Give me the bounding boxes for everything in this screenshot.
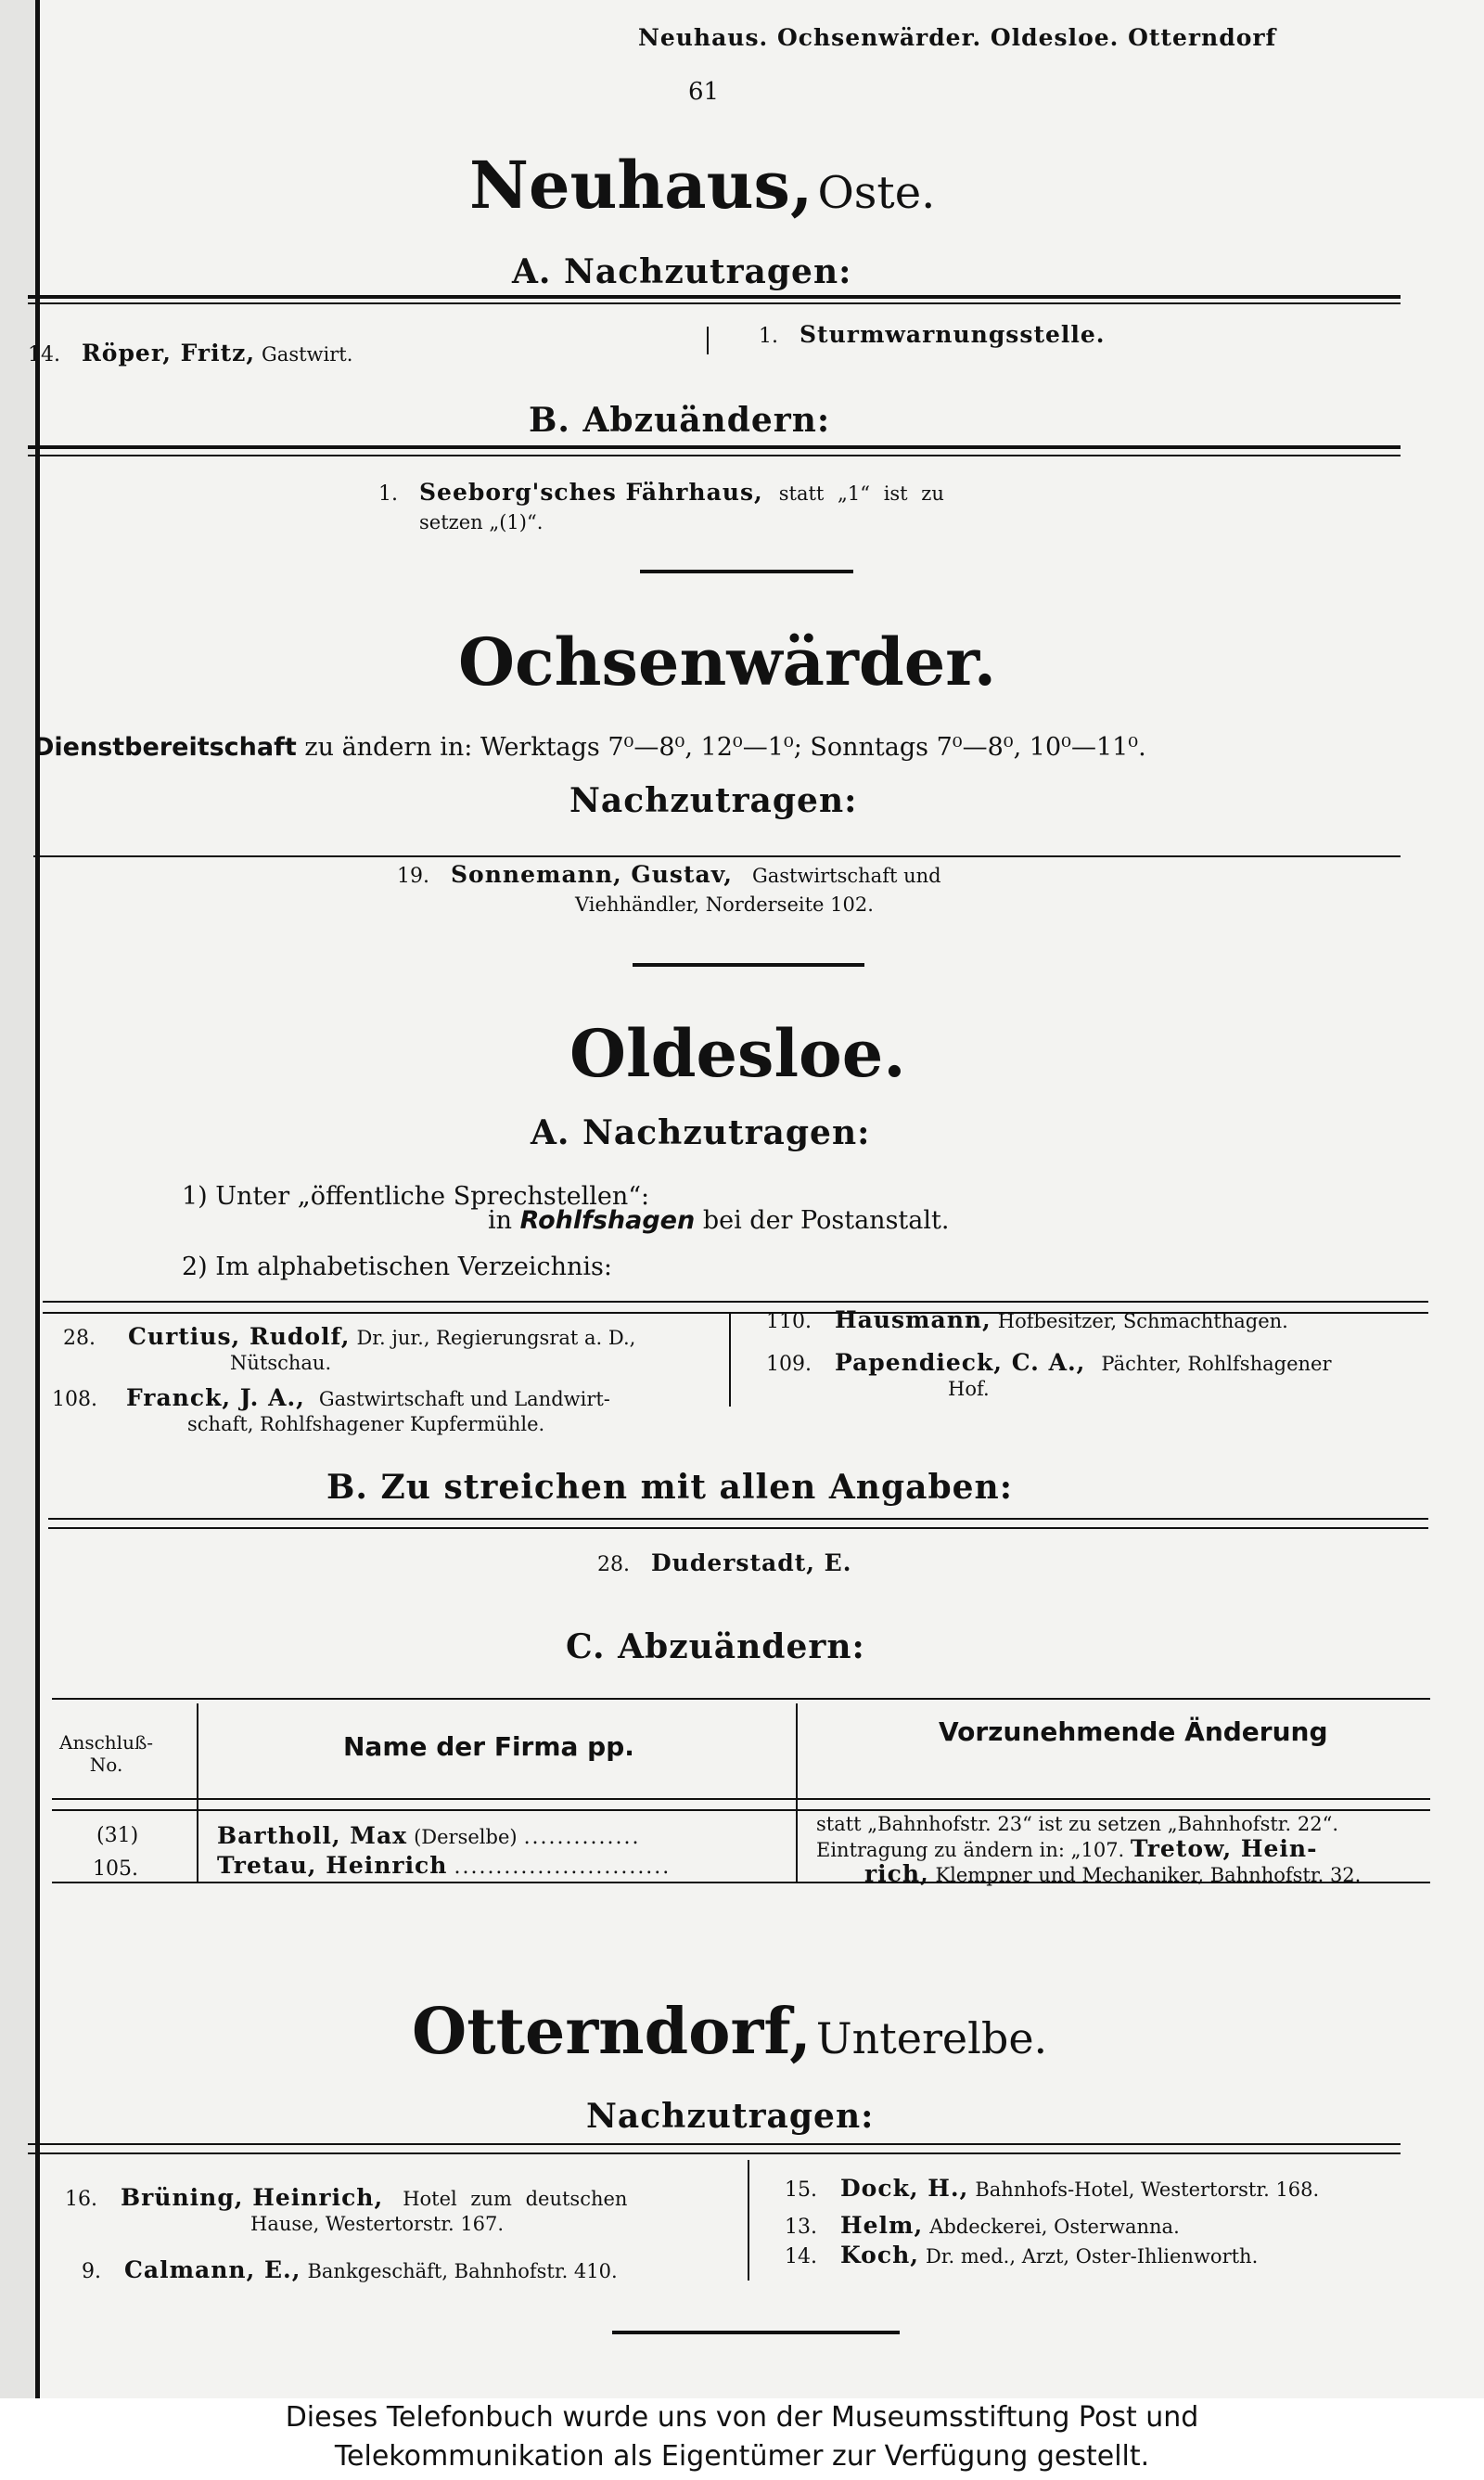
footer-line: Telekommunikation als Eigentümer zur Verfügung gestellt. [334,2440,1150,2473]
page-number: 61 [688,78,720,106]
change-text: Klempner und Mechaniker, Bahnhofstr. 32. [935,1864,1362,1886]
neuhaus-section-a: A. Nachzutragen: [512,252,852,291]
entry-number: 19. [397,865,429,888]
change-text: Eintragung zu ändern in: „107. [816,1839,1125,1861]
entry-detail: Hofbesitzer, Schmachthagen. [997,1310,1288,1332]
divider [28,295,1401,299]
neuhaus-heading [469,147,935,224]
otterndorf-title: Otterndorf, [412,1995,812,2069]
entry-name: Röper, Fritz, [82,340,256,366]
entry-detail: schaft, Rohlfshagener Kupfermühle. [187,1413,545,1435]
list-item [63,1325,635,1375]
entry-number: 13. [785,2216,817,2239]
list-item [52,1386,610,1436]
entry-name: Curtius, Rudolf, [128,1323,351,1350]
column-header: Anschluß- [59,1731,154,1754]
table-cell-number: (31) [96,1824,139,1847]
entry-detail: Abdeckerei, Osterwanna. [929,2216,1180,2238]
table-cell-change [816,1837,1361,1887]
firm-name: rich, [864,1860,929,1887]
list-item [28,340,352,366]
entry-name: Franck, J. A., [125,1384,305,1411]
oldesloe-title: Oldesloe. [569,1015,906,1092]
running-title: Neuhaus. Ochsenwärder. Oldesloe. Otterndorf [638,24,1277,51]
list-item [397,861,941,919]
oldesloe-section-b: B. Zu streichen mit allen Angaben: [326,1468,1013,1507]
list-item [597,1549,851,1576]
divider [48,1527,1428,1529]
entry-name: Brüning, Heinrich, [121,2184,384,2211]
table-top-rule [52,1698,1430,1700]
list-item [785,2175,1319,2202]
neuhaus-section-b: B. Abzuändern: [529,401,831,440]
list-item [785,2212,1180,2239]
table-header-rule [52,1809,1430,1811]
neuhaus-subtitle: Oste. [817,167,936,219]
table-header-aenderung: Vorzunehmende Änderung [939,1716,1328,1747]
section-separator [640,570,853,573]
table-column-divider [796,1703,798,1882]
entry-name: Sonnemann, Gustav, [451,861,733,888]
footer-credit [0,2398,1484,2480]
entry-number: 108. [52,1388,97,1411]
table-column-divider [197,1703,198,1882]
entry-number: 1. [378,482,398,506]
entry-detail: Gastwirt. [262,343,353,366]
entry-name: Duderstadt, E. [651,1549,852,1576]
entry-name: Papendieck, C. A., [834,1349,1086,1376]
oldesloe-note-1-place [488,1206,949,1235]
footer-line: Dieses Telefonbuch wurde uns von der Museumsstiftung Post und [285,2401,1199,2434]
place-name: Rohlfshagen [519,1206,696,1235]
firm-name: Bartholl, Max [217,1822,408,1849]
entry-name: Seeborg'sches Fährhaus, [419,479,763,506]
entry-name: Sturmwarnungsstelle. [800,321,1106,348]
divider [28,2143,1401,2145]
column-divider [729,1314,731,1407]
divider [33,855,1401,857]
list-item [759,321,1106,348]
entry-detail: Dr. jur., Regierungsrat a. D., [356,1327,636,1349]
list-item [766,1308,1288,1334]
otterndorf-heading [412,1995,1047,2069]
entry-detail: Dr. med., Arzt, Oster-Ihlienworth. [925,2245,1259,2268]
column-divider [707,327,709,354]
table-cell-change: statt „Bahnhofstr. 23“ ist zu setzen „Bahnhofstr. 22“. [816,1813,1339,1835]
section-separator [612,2331,900,2334]
list-item [378,479,944,536]
firm-detail: (Derselbe) [414,1826,518,1848]
entry-name: Calmann, E., [124,2256,301,2283]
firm-name: Tretau, Heinrich [217,1852,448,1879]
divider [28,445,1401,449]
entry-number: 109. [766,1353,812,1376]
entry-detail: statt „1“ ist zu [778,482,944,505]
entry-name: Dock, H., [840,2175,969,2202]
section-separator [633,963,864,967]
entry-detail: Bahnhofs-Hotel, Westertorstr. 168. [975,2178,1320,2201]
entry-detail: Gastwirtschaft und [751,865,941,887]
entry-detail: Viehhändler, Norderseite 102. [575,893,874,916]
note-text: bei der Postanstalt. [702,1206,950,1235]
table-header-rule [52,1798,1430,1800]
entry-number: 1. [759,325,778,348]
table-header-firma: Name der Firma pp. [343,1731,634,1762]
divider [48,1518,1428,1520]
column-header: No. [89,1754,123,1776]
entry-name: Hausmann, [834,1306,991,1333]
entry-number: 14. [785,2245,817,2268]
ochsenwaerder-title: Ochsenwärder. [458,623,997,700]
entry-number: 16. [65,2188,97,2211]
divider [43,1301,1428,1303]
entry-detail: setzen „(1)“. [419,511,544,533]
entry-number: 14. [28,343,60,366]
divider [28,455,1401,456]
entry-detail: Bankgeschäft, Bahnhofstr. 410. [307,2260,618,2282]
column-divider [748,2160,749,2281]
table-cell-number: 105. [93,1857,138,1881]
entry-detail: Hof. [948,1378,990,1400]
otterndorf-subtitle: Unterelbe. [815,2013,1048,2063]
entry-detail: Gastwirtschaft und Landwirt- [318,1388,610,1410]
list-item [82,2256,618,2283]
list-item [65,2186,627,2236]
note-text: in [488,1206,513,1235]
neuhaus-title: Neuhaus, [469,147,813,224]
entry-number: 15. [785,2178,817,2202]
entry-number: 110. [766,1310,812,1333]
divider [28,302,1401,304]
ochsenwaerder-section: Nachzutragen: [569,781,858,820]
entry-number: 28. [597,1553,630,1576]
table-bottom-rule [52,1882,1430,1883]
oldesloe-note-1: 1) Unter „öffentliche Sprechstellen“: [182,1182,650,1211]
otterndorf-section: Nachzutragen: [586,2097,875,2136]
list-item [785,2242,1258,2268]
oldesloe-section-a: A. Nachzutragen: [531,1113,871,1152]
oldesloe-note-2: 2) Im alphabetischen Verzeichnis: [182,1253,612,1281]
entry-detail: Hause, Westertorstr. 167. [250,2213,505,2235]
divider [28,2152,1401,2154]
entry-name: Helm, [840,2212,924,2239]
dienstbereitschaft-line [33,733,1146,762]
table-cell-name: Bartholl, Max (Derselbe) .............. [217,1822,641,1849]
table-cell-name: Tretau, Heinrich .......................... [217,1852,672,1879]
dienst-label: Dienstbereitschaft [33,733,297,762]
list-item [766,1351,1331,1401]
firm-name: Tretow, Hein- [1130,1835,1318,1862]
entry-detail: Nütschau. [230,1352,332,1374]
oldesloe-section-c: C. Abzuändern: [566,1627,865,1666]
entry-detail: Pächter, Rohlfshagener [1101,1353,1332,1375]
entry-number: 28. [63,1327,96,1350]
entry-name: Koch, [840,2242,919,2268]
entry-number: 9. [82,2260,101,2283]
dienst-text: zu ändern in: Werktags 7⁰—8⁰, 12⁰—1⁰; Sonntags 7⁰—8⁰, 10⁰—11⁰. [304,733,1146,762]
table-header-anschluss [59,1731,153,1776]
entry-detail: Hotel zum deutschen [403,2188,628,2210]
